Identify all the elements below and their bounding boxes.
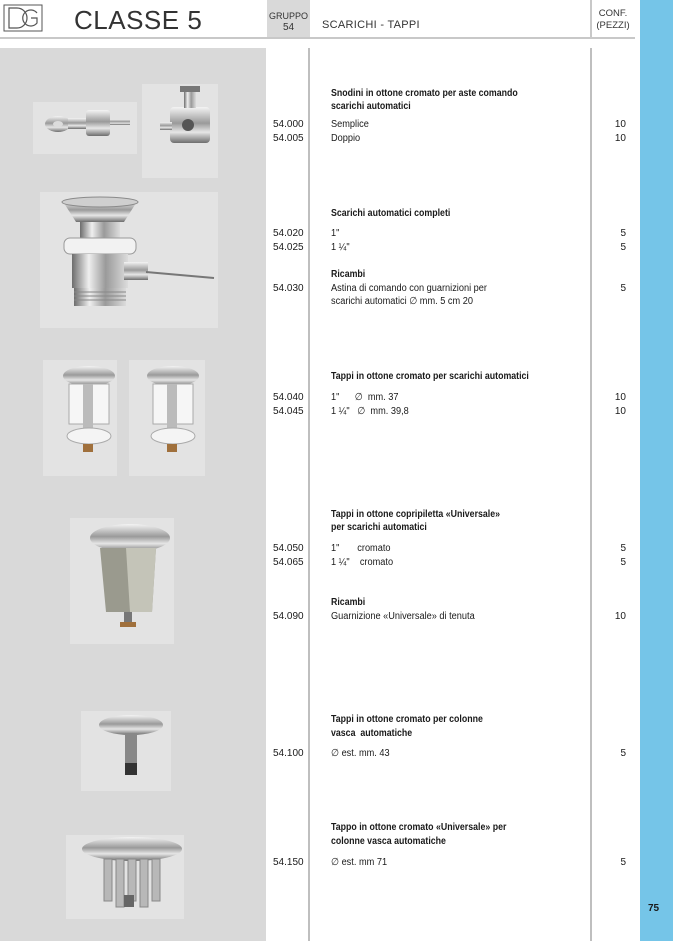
- item-quantity: 10: [614, 406, 626, 417]
- group-1-title-line-2: scarichi automatici: [331, 101, 411, 112]
- header-rule: [0, 37, 635, 39]
- item-quantity: 5: [620, 557, 626, 568]
- group-2-title: Scarichi automatici completi: [331, 208, 451, 219]
- brand-name: CLASSE 5: [74, 5, 203, 35]
- swivel-joint-image: [30, 82, 240, 182]
- item-description: 1": [331, 228, 340, 239]
- universal-plug-image: [70, 518, 174, 644]
- drain-plugs-image: [43, 360, 205, 476]
- item-code: 54.030: [273, 283, 304, 294]
- item-code: 54.045: [273, 406, 304, 417]
- header-divider: [590, 0, 592, 38]
- item-quantity: 10: [614, 392, 626, 403]
- item-description: 1 ¼": [331, 242, 350, 253]
- page-number: 75: [648, 903, 660, 914]
- item-code: 54.000: [273, 119, 304, 130]
- item-code: 54.050: [273, 543, 304, 554]
- item-code: 54.040: [273, 392, 304, 403]
- group-5-title-line-1: Tappi in ottone cromato per colonne: [331, 714, 483, 725]
- item-description: 1" cromato: [331, 543, 391, 554]
- item-code: 54.150: [273, 857, 304, 868]
- item-code: 54.025: [273, 242, 304, 253]
- item-description: Guarnizione «Universale» di tenuta: [331, 611, 475, 622]
- item-quantity: 5: [620, 543, 626, 554]
- group-4-title-line-1: Tappi in ottone copripiletta «Universale»: [331, 509, 501, 520]
- automatic-drain-image: [40, 192, 218, 328]
- conf-label: CONF.: [598, 8, 628, 19]
- group-4-subtitle: Ricambi: [331, 597, 366, 608]
- column-rule-left: [308, 48, 310, 941]
- item-quantity: 5: [620, 748, 626, 759]
- conf-header: [593, 8, 633, 32]
- column-rule-right: [590, 48, 592, 941]
- item-quantity: 10: [614, 119, 626, 130]
- item-code: 54.100: [273, 748, 304, 759]
- conf-unit: (PEZZI): [596, 20, 630, 31]
- item-quantity: 5: [620, 242, 626, 253]
- group-label: GRUPPO: [268, 11, 308, 21]
- item-description-line-1: Astina di comando con guarnizioni per: [331, 283, 487, 294]
- group-number: 54: [282, 22, 295, 33]
- group-box: [267, 0, 310, 38]
- side-color-bar: [640, 0, 673, 941]
- item-code: 54.005: [273, 133, 304, 144]
- universal-column-plug-image: [66, 835, 184, 919]
- item-description-line-2: scarichi automatici ∅ mm. 5 cm 20: [331, 296, 473, 307]
- section-title: SCARICHI - TAPPI: [322, 19, 420, 31]
- item-quantity: 5: [620, 228, 626, 239]
- item-quantity: 5: [620, 283, 626, 294]
- group-6-title-line-1: Tappo in ottone cromato «Universale» per: [331, 822, 507, 833]
- brand-logo: [3, 4, 43, 32]
- group-3-title: Tappi in ottone cromato per scarichi automatici: [331, 371, 529, 382]
- group-1-title-line-1: Snodini in ottone cromato per aste comando: [331, 88, 518, 99]
- item-description: ∅ est. mm. 43: [331, 748, 390, 759]
- item-description: Doppio: [331, 133, 361, 144]
- item-quantity: 10: [614, 611, 626, 622]
- group-6-title-line-2: colonne vasca automatiche: [331, 836, 446, 847]
- group-2-subtitle: Ricambi: [331, 269, 366, 280]
- column-plug-image: [81, 711, 171, 791]
- item-code: 54.065: [273, 557, 304, 568]
- item-description: 1 ¼" ∅ mm. 39,8: [331, 406, 409, 417]
- item-description: ∅ est. mm 71: [331, 857, 388, 868]
- group-4-title-line-2: per scarichi automatici: [331, 522, 427, 533]
- item-description: 1" ∅ mm. 37: [331, 392, 399, 403]
- item-quantity: 5: [620, 857, 626, 868]
- group-5-title-line-2: vasca automatiche: [331, 728, 413, 739]
- item-code: 54.090: [273, 611, 304, 622]
- item-description: Semplice: [331, 119, 369, 130]
- item-description: 1 ¼" cromato: [331, 557, 394, 568]
- item-code: 54.020: [273, 228, 304, 239]
- item-quantity: 10: [614, 133, 626, 144]
